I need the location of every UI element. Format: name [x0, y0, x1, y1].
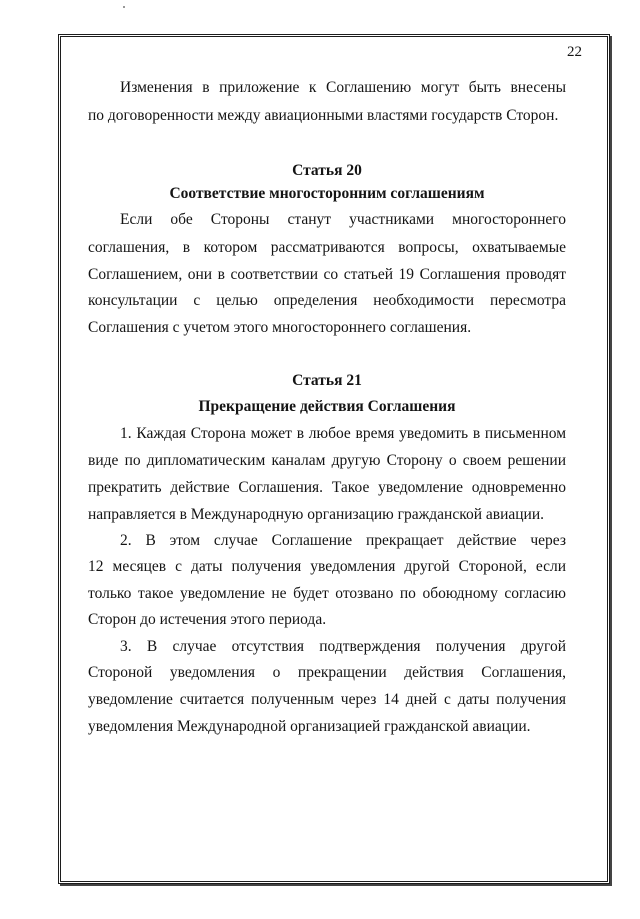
article-21-p2-line-4: Сторон до истечения этого периода. [88, 611, 327, 628]
article-21-p2-line-3: только такое уведомление не будет отозвано по обоюдному согласию [88, 586, 566, 602]
article-21-p1-line-4: направляется в Международную организацию гражданской авиации. [88, 506, 545, 523]
article-21-title: Прекращение действия Соглашения [198, 398, 456, 415]
article-21-p1-line-2: виде по дипломатическим каналам другую Сторону о своем решении [88, 453, 566, 469]
article-21-p2-line-2: 12 месяцев с даты получения уведомления другой Стороной, если [88, 559, 566, 575]
page-number: 22 [567, 44, 582, 60]
article-21-p1-line-1: 1. Каждая Сторона может в любое время уведомить в письменном [120, 426, 566, 442]
article-20-line-1: Если обе Стороны станут участниками многостороннего [120, 212, 566, 228]
article-20-line-4: консультации с целью определения необходимости пересмотра [88, 293, 566, 309]
intro-line-2: по договоренности между авиационными властями государств Сторон. [88, 107, 559, 124]
article-21-p1-line-3: прекратить действие Соглашения. Такое уведомление одновременно [88, 480, 566, 496]
document-body [88, 0, 566, 919]
article-21-p3-line-3: уведомление считается полученным через 14 дней с даты получения [88, 692, 566, 708]
article-20-number: Статья 20 [292, 162, 362, 179]
article-21-number: Статья 21 [292, 372, 362, 389]
article-21-p2-line-1: 2. В этом случае Соглашение прекращает действие через [120, 533, 566, 549]
article-21-p3-line-2: Стороной уведомления о прекращении действия Соглашения, [88, 665, 566, 681]
article-20-line-5: Соглашения с учетом этого многостороннего соглашения. [88, 319, 472, 336]
article-20-title: Соответствие многосторонним соглашениям [169, 185, 485, 202]
article-21-p3-line-4: уведомления Международной организацией гражданской авиации. [88, 718, 531, 735]
intro-line-1: Изменения в приложение к Соглашению могут быть внесены [120, 80, 566, 96]
article-20-line-3: Соглашением, они в соответствии со статьей 19 Соглашения проводят [88, 267, 566, 283]
article-20-line-2: соглашения, в котором рассматриваются вопросы, охватываемые [88, 240, 566, 256]
article-21-p3-line-1: 3. В случае отсутствия подтверждения получения другой [120, 639, 566, 655]
